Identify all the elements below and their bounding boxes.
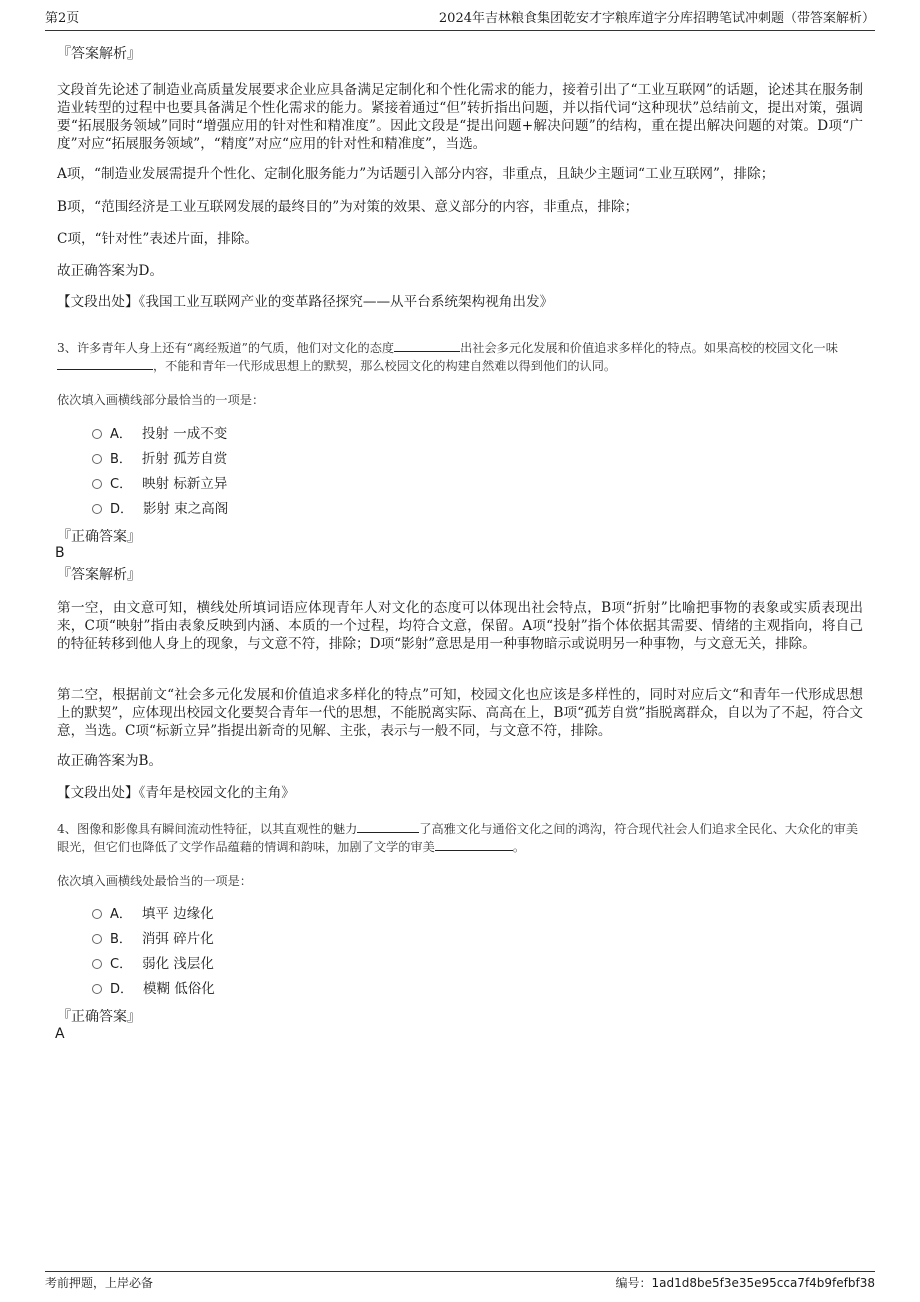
source-citation: 【文段出处】《我国工业互联网产业的变革路径探究——从平台系统架构视角出发》 — [57, 294, 554, 310]
page-number: 第2页 — [45, 11, 80, 26]
fill-blank-1 — [357, 820, 419, 833]
correct-answer: B — [55, 545, 65, 561]
document-title: 2024年吉林粮食集团乾安才字粮库道字分库招聘笔试冲刺题（带答案解析） — [438, 11, 875, 26]
correct-answer: A — [55, 1026, 65, 1042]
answer-conclusion: 故正确答案为D。 — [57, 263, 164, 279]
option-a[interactable]: A． 填平 边缘化 — [92, 905, 214, 924]
radio-icon[interactable] — [92, 504, 102, 514]
analysis-label: 『答案解析』 — [57, 46, 141, 62]
answer-conclusion: 故正确答案为B。 — [57, 753, 163, 769]
radio-icon[interactable] — [92, 909, 102, 919]
radio-icon[interactable] — [92, 429, 102, 439]
correct-answer-label: 『正确答案』 — [57, 1009, 141, 1025]
radio-icon[interactable] — [92, 984, 102, 994]
fill-blank-1 — [394, 339, 460, 352]
question-4-stem: 4、图像和影像具有瞬间流动性特征，以其直观性的魅力 了高雅文化与通俗文化之间的鸿沟，符合现代社会人们追求全民化、大众化的审美眼光，但它们也降低了文学作品蕴藉的情调和韵味，加剧了文学的审美 。 — [57, 822, 859, 854]
page-footer — [45, 1271, 875, 1290]
option-c[interactable]: C． 弱化 浅层化 — [92, 955, 214, 974]
analysis-paragraph-1: 第一空，由文意可知，横线处所填词语应体现青年人对文化的态度可以体现出社会特点，B项“折射”比喻把事物的表象或实质表现出来，C项“映射”指由表象反映到内涵、本质的一个过程，均符合文意，保留。A项“投射”指个体依据其需要、情绪的主观指向，将自己的特征转移到他人身上的现象，与文意不符，排除；D项“影射”意思是用一种事物暗示或说明另一种事物，与文意无关，排除。 — [57, 600, 863, 652]
option-b[interactable]: B． 折射 孤芳自赏 — [92, 450, 227, 469]
option-a[interactable]: A． 投射 一成不变 — [92, 425, 227, 444]
option-d[interactable]: D． 影射 束之高阁 — [92, 500, 228, 519]
analysis-label: 『答案解析』 — [57, 567, 141, 583]
radio-icon[interactable] — [92, 454, 102, 464]
footer-note: 考前押题，上岸必备 — [45, 1276, 154, 1290]
option-c-analysis: C项，“针对性”表述片面，排除。 — [57, 231, 259, 247]
radio-icon[interactable] — [92, 479, 102, 489]
option-c[interactable]: C． 映射 标新立异 — [92, 475, 227, 494]
analysis-paragraph-2: 第二空，根据前文“社会多元化发展和价值追求多样化的特点”可知，校园文化也应该是多样性的，同时对应后文“和青年一代形成思想上的默契”，应体现出校园文化要契合青年一代的思想，不能脱离实际、高高在上，B项“孤芳自赏”指脱离群众，自以为了不起，符合文意，当选。C项“标新立异”指提出新奇的见解、主张，表示与一般不同，与文意不符，排除。 — [57, 687, 863, 739]
question-instruction: 依次填入画横线部分最恰当的一项是： — [57, 393, 265, 407]
radio-icon[interactable] — [92, 959, 102, 969]
option-a-analysis: A项，“制造业发展需提升个性化、定制化服务能力”为话题引入部分内容，非重点，且缺少主题词“工业互联网”，排除； — [57, 166, 775, 182]
document-code: 编号：1ad1d8be5f3e35e95cca7f4b9fefbf38 — [615, 1276, 875, 1290]
source-citation: 【文段出处】《青年是校园文化的主角》 — [57, 785, 295, 801]
page-header — [45, 10, 875, 31]
option-b[interactable]: B． 消弭 碎片化 — [92, 930, 214, 949]
question-instruction: 依次填入画横线处最恰当的一项是： — [57, 874, 252, 888]
radio-icon[interactable] — [92, 934, 102, 944]
fill-blank-2 — [57, 357, 153, 370]
fill-blank-2 — [435, 838, 513, 851]
option-d[interactable]: D． 模糊 低俗化 — [92, 980, 215, 999]
correct-answer-label: 『正确答案』 — [57, 529, 141, 545]
question-3-stem: 3、许多青年人身上还有“离经叛道”的气质，他们对文化的态度 出社会多元化发展和价值追求多样化的特点。如果高校的校园文化一味，不能和青年一代形成思想上的默契，那么校园文化的构建自然难以得到他们的认同。 — [57, 341, 838, 373]
option-b-analysis: B项，“范围经济是工业互联网发展的最终目的”为对策的效果、意义部分的内容，非重点，排除； — [57, 199, 639, 215]
analysis-paragraph: 文段首先论述了制造业高质量发展要求企业应具备满足定制化和个性化需求的能力，接着引出了“工业互联网”的话题，论述其在服务制造业转型的过程中也要具备满足个性化需求的能力。紧接着通过“但”转折指出问题，并以指代词“这种现状”总结前文，提出对策，强调要“拓展服务领域”同时“增强应用的针对性和精准度”。因此文段是“提出问题+解决问题”的结构，重在提出解决问题的对策。D项“广度”对应“拓展服务领域”，“精度”对应“应用的针对性和精准度”，当选。 — [57, 82, 863, 152]
